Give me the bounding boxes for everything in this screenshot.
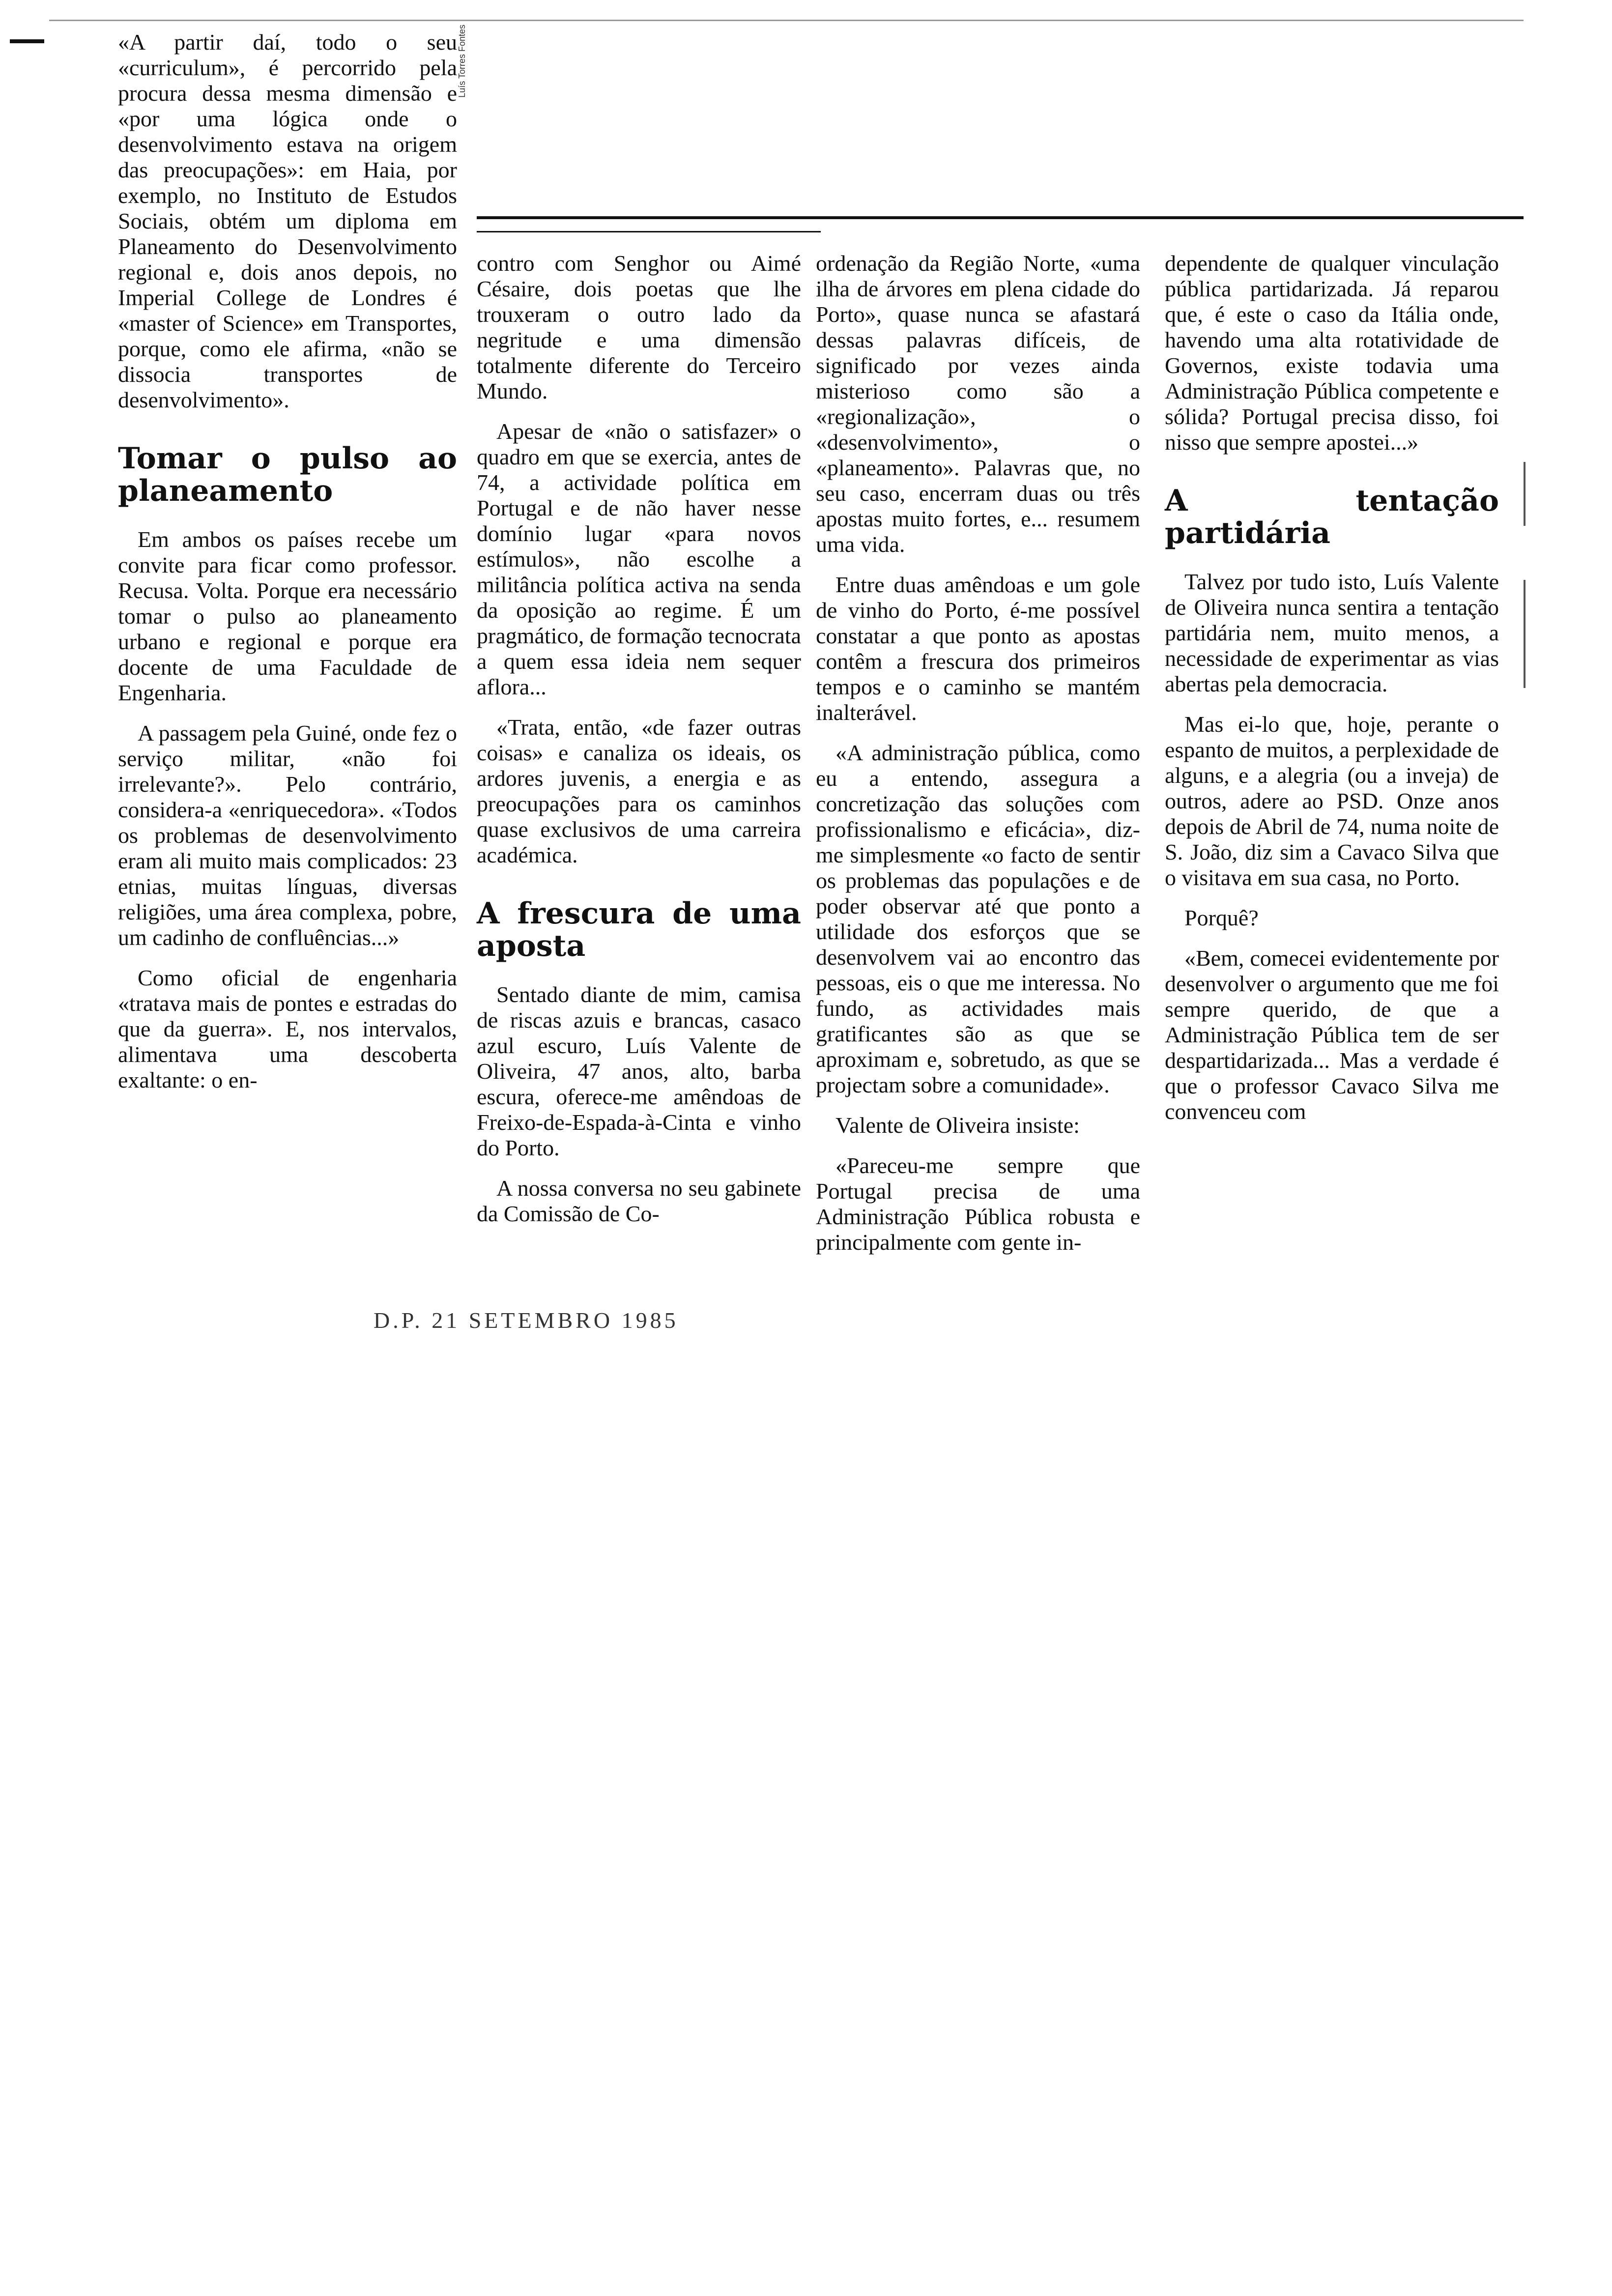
paragraph: Entre duas amêndoas e um gole de vinho do Porto, é-me possível constatar a que ponto as apostas contêm a frescura dos primeiros tempos e o caminho se mantém inalterável. bbox=[816, 572, 1140, 725]
margin-mark bbox=[1524, 580, 1526, 688]
paragraph: dependente de qualquer vinculação pública partidarizada. Já reparou que, é este o caso da Itália onde, havendo uma alta rotatividade de Governos, existe todavia uma Administração Pública competente e sólida? Portugal precisa disso, foi nisso que sempre apostei...» bbox=[1165, 251, 1499, 455]
article-column-3 bbox=[816, 251, 1140, 1270]
column-top-rule bbox=[477, 216, 1524, 219]
scan-artifact-line bbox=[49, 20, 1524, 21]
paragraph: A nossa conversa no seu gabinete da Comissão de Co- bbox=[477, 1176, 801, 1226]
paragraph: A passagem pela Guiné, onde fez o serviço militar, «não foi irrelevante?». Pelo contrário, considera-a «enriquecedora». «Todos os problemas de desenvolvimento eram ali muito mais complicados: 23 etnias, muitas línguas, diversas religiões, uma área complexa, pobre, um cadinho de confluências...» bbox=[118, 720, 457, 950]
paragraph: Mas ei-lo que, hoje, perante o espanto de muitos, a perplexidade de alguns, e a alegria (ou a inveja) de outros, adere ao PSD. Onze anos depois de Abril de 74, numa noite de S. João, diz sim a Cavaco Silva que o visitava em sua casa, no Porto. bbox=[1165, 712, 1499, 890]
paragraph: «Bem, comecei evidentemente por desenvolver o argumento que me foi sempre querido, de que a Administração Pública tem de ser despartidarizada... Mas a verdade é que o professor Cavaco Silva me convenceu com bbox=[1165, 946, 1499, 1124]
page-footer: D.P. 21 SETEMBRO 1985 bbox=[374, 1308, 679, 1333]
section-heading: Tomar o pulso ao planeamento bbox=[118, 441, 457, 508]
paragraph: Valente de Oliveira insiste: bbox=[835, 1113, 1080, 1138]
paragraph: contro com Senghor ou Aimé Césaire, dois poetas que lhe trouxeram o outro lado da negritude e uma dimensão totalmente diferente do Terceiro Mundo. bbox=[477, 251, 801, 403]
paragraph: Em ambos os países recebe um convite para ficar como professor. Recusa. Volta. Porque era necessário tomar o pulso ao planeamento urbano e regional e porque era docente de uma Faculdade de Engenharia. bbox=[118, 527, 457, 705]
paragraph: Sentado diante de mim, camisa de riscas azuis e brancas, casaco azul escuro, Luís Valente de Oliveira, 47 anos, alto, barba escura, oferece-me amêndoas de Freixo-de-Espada-à-Cinta e vinho do Porto. bbox=[477, 982, 801, 1160]
paragraph: ordenação da Região Norte, «uma ilha de árvores em plena cidade do Porto», quase nunca se afastará dessas palavras difíceis, de significado por vezes ainda misterioso como são a «regionalização», o «desenvolvimento», o «planeamento». Palavras que, no seu caso, encerram duas ou três apostas muito fortes, e... resumem uma vida. bbox=[816, 251, 1140, 557]
article-column-4 bbox=[1165, 251, 1499, 1139]
article-column-2 bbox=[477, 251, 801, 1241]
paragraph: Apesar de «não o satisfazer» o quadro em que se exercia, antes de 74, a actividade política em Portugal e de não haver nesse domínio lugar «para novos estímulos», não escolhe a militância política activa na senda da oposição ao regime. É um pragmático, de formação tecnocrata a quem essa ideia nem sequer aflora... bbox=[477, 419, 801, 699]
paragraph: «A administração pública, como eu a entendo, assegura a concretização das soluções com profissionalismo e eficácia», diz-me simplesmente «o facto de sentir os problemas das populações e de poder observar até que ponto a utilidade dos esforços que se desenvolvem vai ao encontro das pessoas, eis o que me interessa. No fundo, as actividades mais gratificantes são as que se aproximam e, sobretudo, as que se projectam sobre a comunidade». bbox=[816, 740, 1140, 1097]
column-top-rule-thin bbox=[477, 231, 821, 232]
paragraph: «Pareceu-me sempre que Portugal precisa de uma Administração Pública robusta e principalmente com gente in- bbox=[816, 1153, 1140, 1255]
paragraph: Como oficial de engenharia «tratava mais de pontes e estradas do que da guerra». E, nos intervalos, alimentava uma descoberta exaltante: o en- bbox=[118, 965, 457, 1092]
paragraph: «A partir daí, todo o seu «curriculum», é percorrido pela procura dessa mesma dimensão e «por uma lógica onde o desenvolvimento estava na origem das preocupações»: em Haia, por exemplo, no Instituto de Estudos Sociais, obtém um diploma em Planeamento do Desenvolvimento regional e, dois anos depois, no Imperial College de Londres é «master of Science» em Transportes, porque, como ele afirma, «não se dissocia transportes de desenvolvimento». bbox=[118, 29, 457, 412]
section-heading: A tentação partidária bbox=[1165, 484, 1499, 550]
section-heading: A frescura de uma aposta bbox=[477, 896, 801, 963]
paragraph: Porquê? bbox=[1184, 905, 1259, 930]
margin-arrow-mark bbox=[10, 39, 44, 43]
paragraph: Talvez por tudo isto, Luís Valente de Oliveira nunca sentira a tentação partidária nem, muito menos, a necessidade de experimentar as vias abertas pela democracia. bbox=[1165, 569, 1499, 696]
photo-credit: Luís Torres Fontes bbox=[457, 25, 467, 98]
margin-mark bbox=[1524, 462, 1526, 526]
article-column-1 bbox=[118, 29, 457, 1108]
paragraph: «Trata, então, «de fazer outras coisas» e canaliza os ideais, os ardores juvenis, a energia e as preocupações para os caminhos quase exclusivos de uma carreira académica. bbox=[477, 715, 801, 867]
